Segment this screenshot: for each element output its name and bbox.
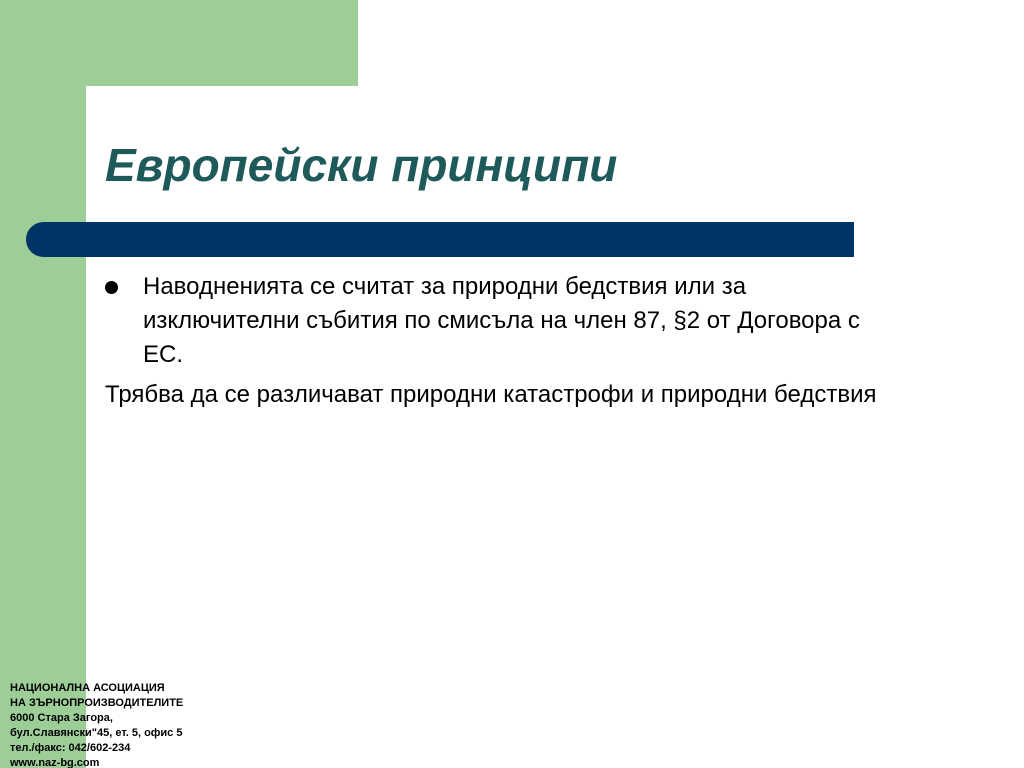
footer-line: НАЦИОНАЛНА АСОЦИАЦИЯ	[10, 682, 165, 694]
bullet-dot-icon	[105, 281, 118, 294]
green-side-band	[0, 0, 86, 768]
bullet-text: Наводненията се считат за природни бедствия или за изключителни събития по смисъла на член 87, §2 от Договора с ЕС.	[143, 273, 860, 368]
footer-line: 6000 Стара Загора,	[10, 712, 113, 724]
slide-title: Европейски принципи	[105, 139, 618, 191]
rounded-corner	[86, 86, 146, 146]
slide-body	[105, 270, 905, 412]
footer-address	[10, 681, 183, 768]
green-top-band	[0, 0, 358, 86]
bullet-item	[105, 270, 905, 372]
footer-line: тел./факс: 042/602-234	[10, 742, 131, 754]
footer-line: бул.Славянски"45, ет. 5, офис 5	[10, 727, 183, 739]
footer-website-link[interactable]: www.naz-bg.com	[10, 757, 100, 768]
title-underline-bar	[26, 222, 854, 257]
body-paragraph: Трябва да се различават природни катастрофи и природни бедствия	[105, 381, 877, 408]
footer-line: НА ЗЪРНОПРОИЗВОДИТЕЛИТЕ	[10, 697, 184, 709]
